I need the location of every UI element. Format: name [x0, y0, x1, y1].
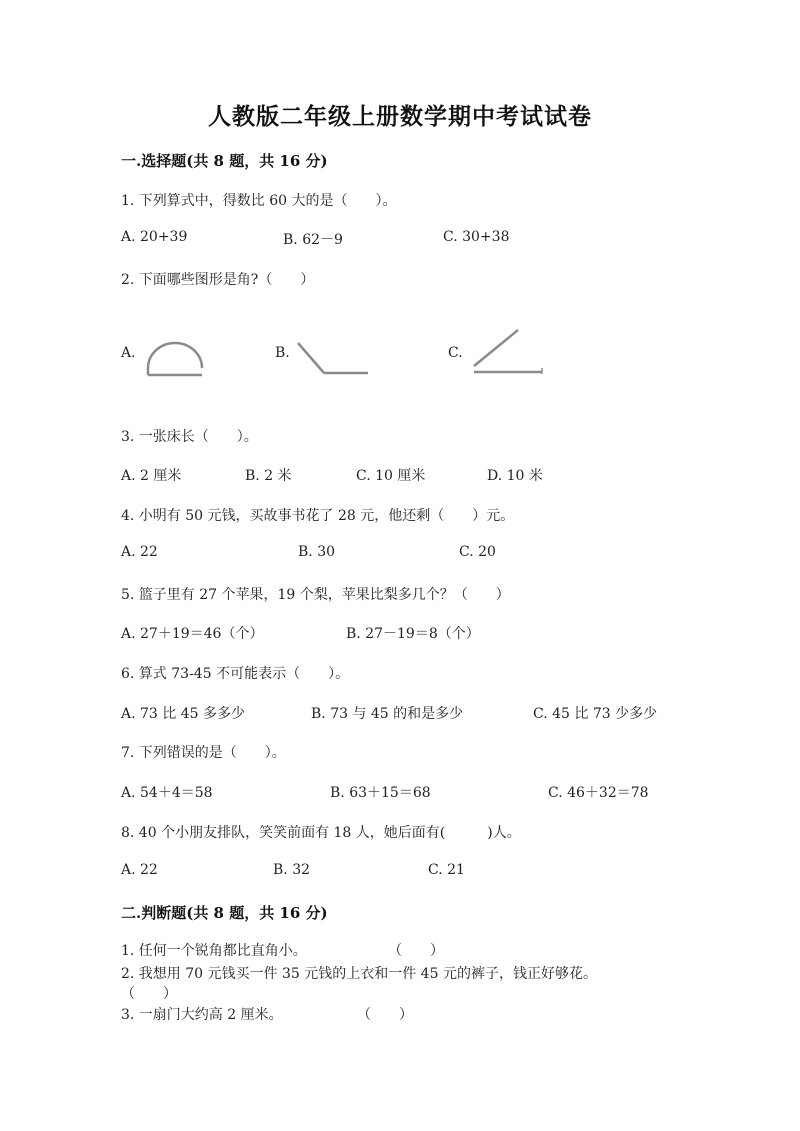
q8-option-c: C. 21	[428, 862, 465, 878]
q1-option-a: A. 20+39	[121, 229, 188, 245]
question-1: 1. 下列算式中，得数比 60 大的是（ ）。	[121, 193, 397, 209]
q3-option-c: C. 10 厘米	[356, 468, 426, 484]
q4-option-a: A. 22	[121, 544, 158, 560]
question-2: 2. 下面哪些图形是角?（ ）	[121, 272, 315, 288]
q1-option-c: C. 30+38	[443, 229, 510, 245]
q3-option-d: D. 10 米	[487, 468, 543, 484]
q5-option-b: B. 27－19＝8（个）	[346, 626, 480, 642]
q3-option-a: A. 2 厘米	[121, 468, 182, 484]
q6-option-a: A. 73 比 45 多多少	[121, 706, 245, 722]
judgement-1: 1. 任何一个锐角都比直角小。	[121, 943, 307, 959]
section-heading-choice: 一.选择题(共 8 题，共 16 分)	[121, 152, 328, 170]
judgement-2-blank: （ ）	[121, 986, 177, 1002]
section-heading-judgement: 二.判断题(共 8 题，共 16 分)	[121, 904, 328, 922]
question-5: 5. 篮子里有 27 个苹果，19 个梨，苹果比梨多几个？（ ）	[121, 587, 510, 603]
q7-option-a: A. 54＋4＝58	[121, 785, 213, 801]
q7-option-b: B. 63＋15＝68	[330, 785, 431, 801]
q8-option-a: A. 22	[121, 862, 158, 878]
bent-line-figure	[292, 338, 372, 383]
q3-option-b: B. 2 米	[245, 468, 292, 484]
question-7: 7. 下列错误的是（ ）。	[121, 745, 286, 761]
q2-option-b: B.	[275, 345, 290, 361]
judgement-2: 2. 我想用 70 元钱买一件 35 元钱的上衣和一件 45 元的裤子，钱正好够花。	[121, 966, 597, 982]
q5-option-a: A. 27＋19＝46（个）	[121, 626, 264, 642]
semicircle-arc-figure	[140, 338, 210, 383]
judgement-1-blank: （ ）	[388, 943, 444, 959]
q7-option-c: C. 46＋32＝78	[548, 785, 649, 801]
question-8: 8. 40 个小朋友排队，笑笑前面有 18 人，她后面有( )人。	[121, 825, 521, 841]
q4-option-b: B. 30	[298, 544, 336, 560]
q2-option-c: C.	[448, 345, 463, 361]
judgement-3: 3. 一扇门大约高 2 厘米。	[121, 1007, 283, 1023]
judgement-3-blank: （ ）	[357, 1007, 413, 1023]
angle-figure	[466, 322, 548, 377]
q4-option-c: C. 20	[459, 544, 496, 560]
page-title: 人教版二年级上册数学期中考试试卷	[208, 103, 592, 130]
question-3: 3. 一张床长（ ）。	[121, 429, 258, 445]
question-4: 4. 小明有 50 元钱，买故事书花了 28 元，他还剩（ ）元。	[121, 508, 515, 524]
q8-option-b: B. 32	[273, 862, 311, 878]
q6-option-b: B. 73 与 45 的和是多少	[311, 706, 464, 722]
question-6: 6. 算式 73-45 不可能表示（ ）。	[121, 666, 350, 682]
q2-option-a: A.	[121, 345, 136, 361]
q1-option-b: B. 62－9	[283, 232, 343, 248]
q6-option-c: C. 45 比 73 少多少	[533, 706, 658, 722]
